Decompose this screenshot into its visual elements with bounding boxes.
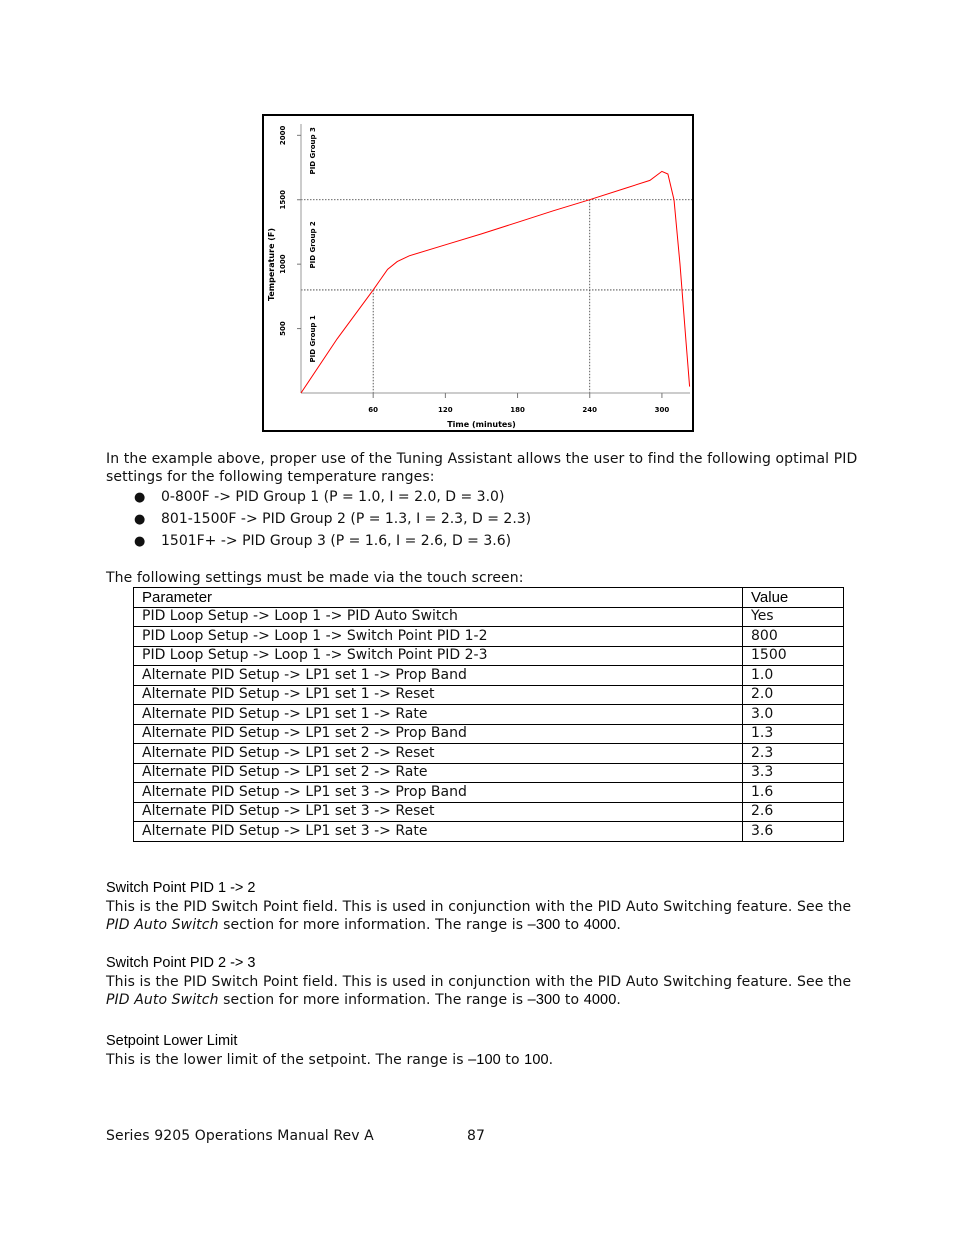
y-tick-label: 500 xyxy=(279,321,287,336)
x-tick-label: 180 xyxy=(510,406,525,414)
y-tick-label: 1000 xyxy=(279,254,287,274)
section-text-switch-point-1-2: This is the PID Switch Point field. This is used in conjunction with the PID Auto Switching feature. See the PID Auto Switch section for more information. The range is –300 to 4000. xyxy=(106,899,852,933)
intro-paragraph: In the example above, proper use of the Tuning Assistant allows the user to find the following optimal PID settings for the following temperature ranges: xyxy=(106,451,858,485)
table-row xyxy=(134,627,844,647)
region-label: PID Group 1 xyxy=(309,315,317,363)
x-tick-label: 60 xyxy=(368,406,379,414)
temperature-chart xyxy=(262,114,694,432)
pid-group-list xyxy=(106,488,531,554)
footer-title: Series 9205 Operations Manual Rev A xyxy=(106,1128,374,1144)
table-row xyxy=(134,822,844,842)
table-row xyxy=(134,783,844,803)
chart-canvas xyxy=(264,116,692,430)
x-tick-label: 120 xyxy=(438,406,453,414)
cell-value: 1.6 xyxy=(743,783,844,803)
table-row xyxy=(134,705,844,725)
cell-value: 2.0 xyxy=(743,685,844,705)
list-item: ● 1501F+ -> PID Group 3 (P = 1.6, I = 2.6, D = 3.6) xyxy=(134,533,512,549)
cell-parameter: Alternate PID Setup -> LP1 set 2 -> Reset xyxy=(134,744,743,764)
cell-parameter: Alternate PID Setup -> LP1 set 3 -> Prop Band xyxy=(134,783,743,803)
list-item: ● 0-800F -> PID Group 1 (P = 1.0, I = 2.0, D = 3.0) xyxy=(134,489,505,505)
table-row xyxy=(134,744,844,764)
section-heading-switch-point-1-2: Switch Point PID 1 -> 2 xyxy=(106,880,256,896)
section-heading-setpoint-lower-limit: Setpoint Lower Limit xyxy=(106,1033,238,1049)
region-label: PID Group 3 xyxy=(309,127,317,175)
cell-value: 1500 xyxy=(743,646,844,666)
cell-value: 3.0 xyxy=(743,705,844,725)
cell-value: 3.3 xyxy=(743,763,844,783)
bullet-icon: ● xyxy=(134,534,146,549)
cell-parameter: PID Loop Setup -> Loop 1 -> PID Auto Switch xyxy=(134,607,743,627)
table-row xyxy=(134,763,844,783)
cell-value: 3.6 xyxy=(743,822,844,842)
cell-value: 2.3 xyxy=(743,744,844,764)
cell-parameter: Alternate PID Setup -> LP1 set 1 -> Rate xyxy=(134,705,743,725)
y-tick-label: 2000 xyxy=(279,125,287,146)
chart-ylabel: Temperature (F) xyxy=(267,227,276,302)
table-row xyxy=(134,666,844,686)
bullet-icon: ● xyxy=(134,490,146,505)
bullet-icon: ● xyxy=(134,512,146,527)
header-parameter: Parameter xyxy=(134,588,743,608)
x-tick-label: 300 xyxy=(654,406,670,414)
table-row xyxy=(134,607,844,627)
table-header-row xyxy=(134,588,844,608)
list-item: ● 801-1500F -> PID Group 2 (P = 1.3, I = 2.3, D = 2.3) xyxy=(134,511,532,527)
cell-parameter: PID Loop Setup -> Loop 1 -> Switch Point PID 1-2 xyxy=(134,627,743,647)
cell-parameter: Alternate PID Setup -> LP1 set 3 -> Rate xyxy=(134,822,743,842)
section-text-switch-point-2-3: This is the PID Switch Point field. This is used in conjunction with the PID Auto Switching feature. See the PID Auto Switch section for more information. The range is –300 to 4000. xyxy=(106,974,852,1008)
cell-parameter: Alternate PID Setup -> LP1 set 1 -> Prop Band xyxy=(134,666,743,686)
table-intro: The following settings must be made via the touch screen: xyxy=(106,570,524,586)
cell-value: Yes xyxy=(743,607,844,627)
settings-table xyxy=(133,587,844,842)
table-row xyxy=(134,802,844,822)
cell-value: 1.3 xyxy=(743,724,844,744)
cell-parameter: Alternate PID Setup -> LP1 set 1 -> Reset xyxy=(134,685,743,705)
chart-xlabel: Time (minutes) xyxy=(447,420,516,429)
y-tick-label: 1500 xyxy=(279,190,287,210)
x-tick-label: 240 xyxy=(582,406,598,414)
table-row xyxy=(134,724,844,744)
table-row xyxy=(134,646,844,666)
cell-value: 2.6 xyxy=(743,802,844,822)
cell-parameter: PID Loop Setup -> Loop 1 -> Switch Point PID 2-3 xyxy=(134,646,743,666)
cell-value: 800 xyxy=(743,627,844,647)
section-heading-switch-point-2-3: Switch Point PID 2 -> 3 xyxy=(106,955,256,971)
temperature-series-line xyxy=(301,171,690,393)
section-text-setpoint-lower-limit: This is the lower limit of the setpoint. The range is –100 to 100. xyxy=(106,1052,554,1068)
cell-parameter: Alternate PID Setup -> LP1 set 2 -> Rate xyxy=(134,763,743,783)
cell-parameter: Alternate PID Setup -> LP1 set 2 -> Prop Band xyxy=(134,724,743,744)
table-row xyxy=(134,685,844,705)
cell-value: 1.0 xyxy=(743,666,844,686)
cell-parameter: Alternate PID Setup -> LP1 set 3 -> Reset xyxy=(134,802,743,822)
header-value: Value xyxy=(743,588,844,608)
region-label: PID Group 2 xyxy=(309,221,317,269)
page-number: 87 xyxy=(467,1128,486,1144)
